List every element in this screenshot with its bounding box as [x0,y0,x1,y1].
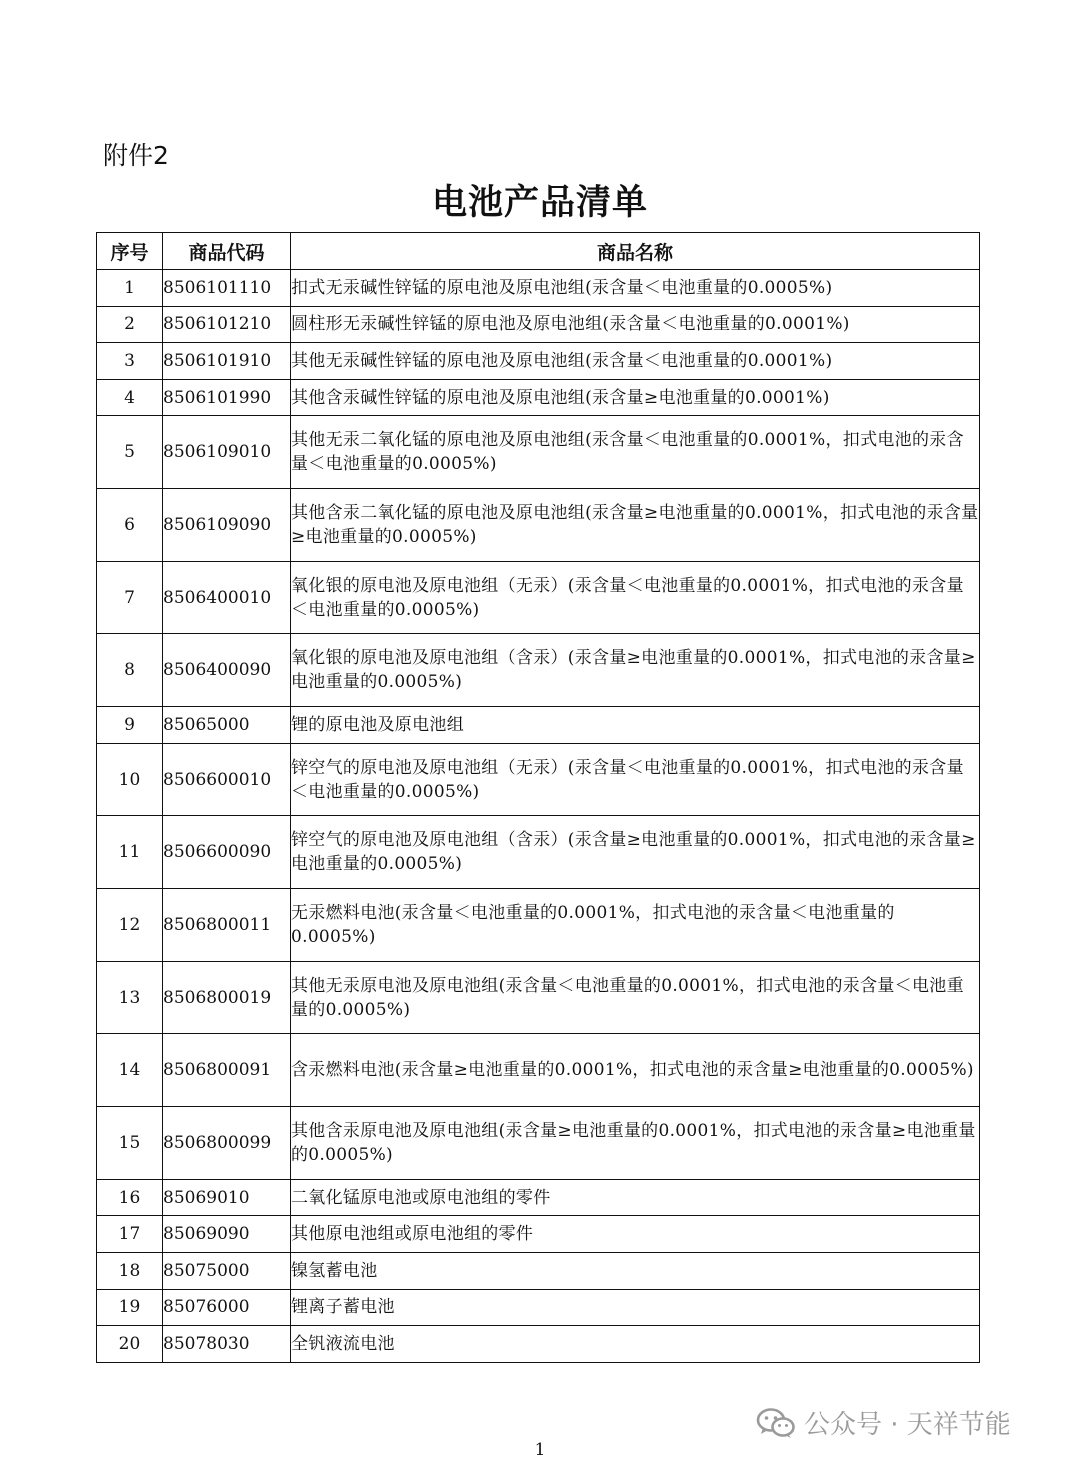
page-number: 1 [534,1440,546,1460]
row-code: 85078030 [163,1326,291,1363]
row-index: 10 [97,743,163,816]
row-name: 其他含汞碱性锌锰的原电池及原电池组(汞含量≥电池重量的0.0001%) [291,379,980,416]
wechat-icon [756,1407,796,1439]
table-row [97,489,980,562]
row-index: 17 [97,1216,163,1253]
row-index: 20 [97,1326,163,1363]
row-code: 8506101990 [163,379,291,416]
row-code: 85076000 [163,1289,291,1326]
table-row [97,343,980,380]
row-name: 锂离子蓄电池 [291,1289,980,1326]
row-index: 8 [97,634,163,707]
table-row [97,1289,980,1326]
page-title: 电池产品清单 [431,182,648,223]
row-code: 8506101210 [163,306,291,343]
row-code: 8506800019 [163,961,291,1034]
row-code: 85069090 [163,1216,291,1253]
row-code: 8506800011 [163,889,291,962]
row-code: 8506101110 [163,270,291,307]
row-index: 2 [97,306,163,343]
row-index: 4 [97,379,163,416]
row-name: 锂的原电池及原电池组 [291,707,980,744]
row-code: 8506109010 [163,416,291,489]
row-name: 锌空气的原电池及原电池组（含汞）(汞含量≥电池重量的0.0001%，扣式电池的汞含量≥电池重量的0.0005%) [291,816,980,889]
table-row [97,1326,980,1363]
row-name: 锌空气的原电池及原电池组（无汞）(汞含量＜电池重量的0.0001%，扣式电池的汞含量＜电池重量的0.0005%) [291,743,980,816]
row-name: 其他无汞二氧化锰的原电池及原电池组(汞含量＜电池重量的0.0001%，扣式电池的汞含量＜电池重量的0.0005%) [291,416,980,489]
table-header-row [97,233,980,270]
table-row [97,816,980,889]
row-name: 氧化银的原电池及原电池组（含汞）(汞含量≥电池重量的0.0001%，扣式电池的汞含量≥电池重量的0.0005%) [291,634,980,707]
row-index: 15 [97,1107,163,1180]
row-code: 85075000 [163,1253,291,1290]
table-row [97,743,980,816]
product-table [96,232,980,1363]
row-index: 14 [97,1034,163,1107]
table-row [97,1107,980,1180]
table-row [97,889,980,962]
row-name: 其他含汞二氧化锰的原电池及原电池组(汞含量≥电池重量的0.0001%，扣式电池的汞含量≥电池重量的0.0005%) [291,489,980,562]
row-code: 8506600090 [163,816,291,889]
row-index: 19 [97,1289,163,1326]
table-row [97,707,980,744]
row-index: 3 [97,343,163,380]
row-index: 7 [97,561,163,634]
row-index: 6 [97,489,163,562]
row-name: 其他含汞原电池及原电池组(汞含量≥电池重量的0.0001%，扣式电池的汞含量≥电池重量的0.0005%) [291,1107,980,1180]
row-name: 无汞燃料电池(汞含量＜电池重量的0.0001%，扣式电池的汞含量＜电池重量的0.0005%) [291,889,980,962]
row-code: 8506800091 [163,1034,291,1107]
row-code: 8506600010 [163,743,291,816]
table-row [97,1216,980,1253]
row-name: 含汞燃料电池(汞含量≥电池重量的0.0001%，扣式电池的汞含量≥电池重量的0.0005%) [291,1034,980,1107]
table-row [97,416,980,489]
table-row [97,1253,980,1290]
row-name: 氧化银的原电池及原电池组（无汞）(汞含量＜电池重量的0.0001%，扣式电池的汞含量＜电池重量的0.0005%) [291,561,980,634]
table-row [97,379,980,416]
row-index: 1 [97,270,163,307]
row-code: 8506800099 [163,1107,291,1180]
row-name: 扣式无汞碱性锌锰的原电池及原电池组(汞含量＜电池重量的0.0005%) [291,270,980,307]
row-index: 13 [97,961,163,1034]
table-row [97,961,980,1034]
row-code: 8506400010 [163,561,291,634]
table-row [97,1179,980,1216]
row-index: 16 [97,1179,163,1216]
table-row [97,270,980,307]
row-name: 全钒液流电池 [291,1326,980,1363]
row-name: 其他无汞原电池及原电池组(汞含量＜电池重量的0.0001%，扣式电池的汞含量＜电池重量的0.0005%) [291,961,980,1034]
wechat-watermark [756,1404,1011,1441]
row-name: 其他原电池组或原电池组的零件 [291,1216,980,1253]
table-row [97,561,980,634]
row-code: 8506101910 [163,343,291,380]
row-name: 圆柱形无汞碱性锌锰的原电池及原电池组(汞含量＜电池重量的0.0001%) [291,306,980,343]
header-code: 商品代码 [163,233,291,270]
row-index: 9 [97,707,163,744]
row-code: 8506109090 [163,489,291,562]
row-code: 85065000 [163,707,291,744]
row-code: 85069010 [163,1179,291,1216]
row-index: 18 [97,1253,163,1290]
row-name: 其他无汞碱性锌锰的原电池及原电池组(汞含量＜电池重量的0.0001%) [291,343,980,380]
row-index: 12 [97,889,163,962]
row-code: 8506400090 [163,634,291,707]
table-row [97,306,980,343]
attachment-label: 附件2 [103,141,169,170]
watermark-text: 公众号 · 天祥节能 [804,1410,1011,1440]
row-name: 二氧化锰原电池或原电池组的零件 [291,1179,980,1216]
row-index: 11 [97,816,163,889]
row-name: 镍氢蓄电池 [291,1253,980,1290]
header-name: 商品名称 [291,233,980,270]
table-row [97,634,980,707]
header-index: 序号 [97,233,163,270]
row-index: 5 [97,416,163,489]
table-row [97,1034,980,1107]
